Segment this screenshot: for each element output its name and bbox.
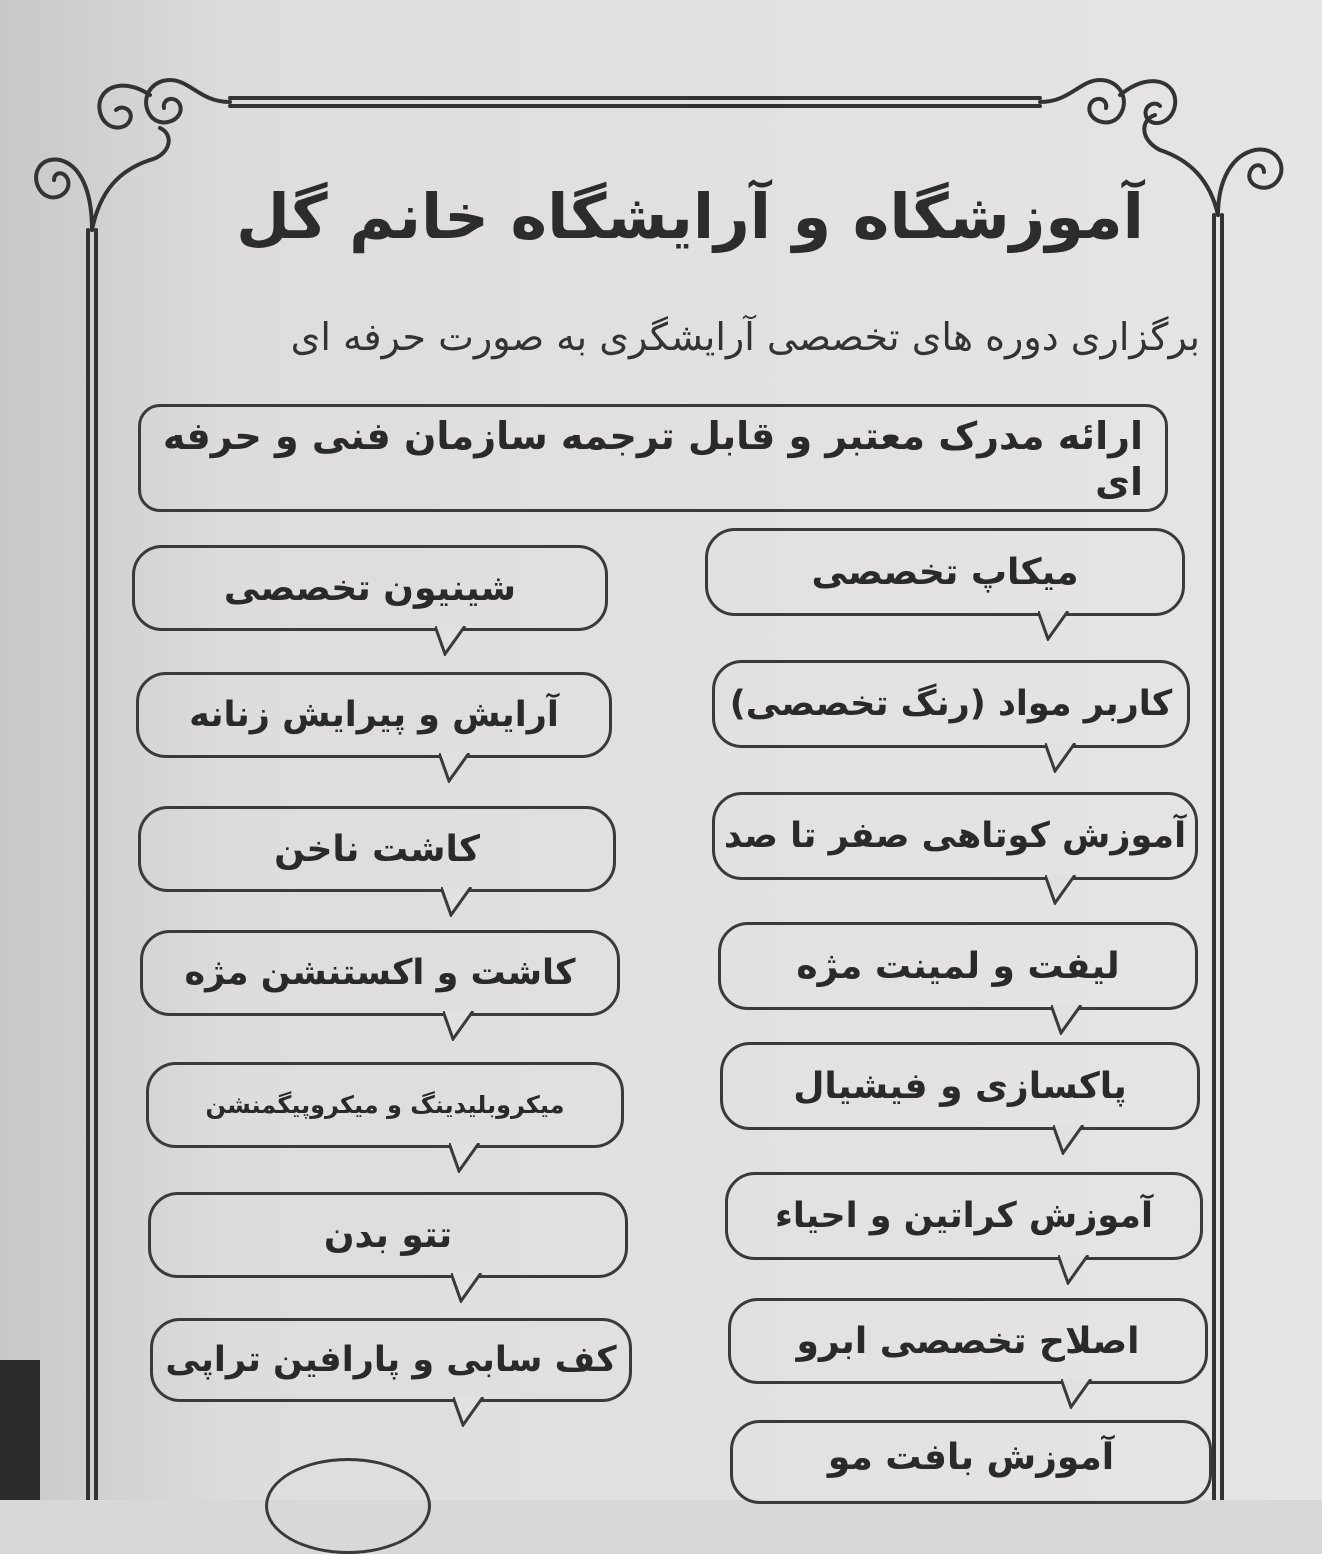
course-bubble-keratin xyxy=(725,1172,1203,1260)
course-label: اصلاح تخصصی ابرو xyxy=(796,1320,1140,1362)
course-bubble-facial xyxy=(720,1042,1200,1130)
course-label: کف سابی و پارافین تراپی xyxy=(165,1340,617,1380)
bubble-tail xyxy=(449,1143,483,1173)
bubble-tail xyxy=(1053,1125,1087,1155)
bubble-tail xyxy=(1045,875,1079,905)
course-label: لیفت و لمینت مژه xyxy=(796,945,1120,987)
course-label: کاربر مواد (رنگ تخصصی) xyxy=(729,684,1173,724)
course-bubble-lash-extension xyxy=(140,930,620,1016)
course-label: آرایش و پیرایش زنانه xyxy=(189,695,559,735)
bubble-tail xyxy=(1045,743,1079,773)
course-bubble-nails xyxy=(138,806,616,892)
page-subtitle: برگزاری دوره های تخصصی آرایشگری به صورت حرفه ای xyxy=(290,315,1200,359)
bubble-tail xyxy=(443,1011,477,1041)
bubble-tail xyxy=(1038,611,1072,641)
bubble-tail xyxy=(1051,1005,1085,1035)
course-bubble-paraffin xyxy=(150,1318,632,1402)
course-bubble-tattoo xyxy=(148,1192,628,1278)
course-label: کاشت و اکستنشن مژه xyxy=(184,953,576,993)
course-bubble-braiding xyxy=(730,1420,1212,1504)
certificate-text: ارائه مدرک معتبر و قابل ترجمه سازمان فنی و حرفه ای xyxy=(162,414,1143,504)
page-title: آموزشگاه و آرایشگاه خانم گل xyxy=(236,180,1144,253)
course-label: آموزش کوتاهی صفر تا صد xyxy=(723,816,1187,856)
bubble-tail xyxy=(441,887,475,917)
bubble-tail xyxy=(1058,1255,1092,1285)
bubble-tail xyxy=(451,1273,485,1303)
certificate-box xyxy=(138,404,1168,512)
course-label: آموزش بافت مو xyxy=(827,1437,1115,1478)
course-label: آموزش کراتین و احیاء xyxy=(775,1196,1153,1236)
course-label: میکروبلیدینگ و میکروپیگمنشن xyxy=(205,1091,565,1119)
course-bubble-women-styling xyxy=(136,672,612,758)
course-bubble-chignon xyxy=(132,545,608,631)
course-label: پاکسازی و فیشیال xyxy=(793,1065,1127,1107)
course-bubble-lash-lift xyxy=(718,922,1198,1010)
course-bubble-makeup xyxy=(705,528,1185,616)
course-bubble-hair-color xyxy=(712,660,1190,748)
bubble-tail xyxy=(439,753,473,783)
course-bubble-microblading xyxy=(146,1062,624,1148)
bubble-tail xyxy=(453,1397,487,1427)
bubble-tail xyxy=(1061,1379,1095,1409)
course-label: شینیون تخصصی xyxy=(223,567,517,609)
bubble-tail xyxy=(435,626,469,656)
bottom-oval-shape xyxy=(265,1458,431,1554)
course-bubble-eyebrow xyxy=(728,1298,1208,1384)
course-label: کاشت ناخن xyxy=(274,828,480,870)
course-bubble-haircut xyxy=(712,792,1198,880)
course-label: تتو بدن xyxy=(323,1214,453,1256)
course-label: میکاپ تخصصی xyxy=(811,551,1079,593)
